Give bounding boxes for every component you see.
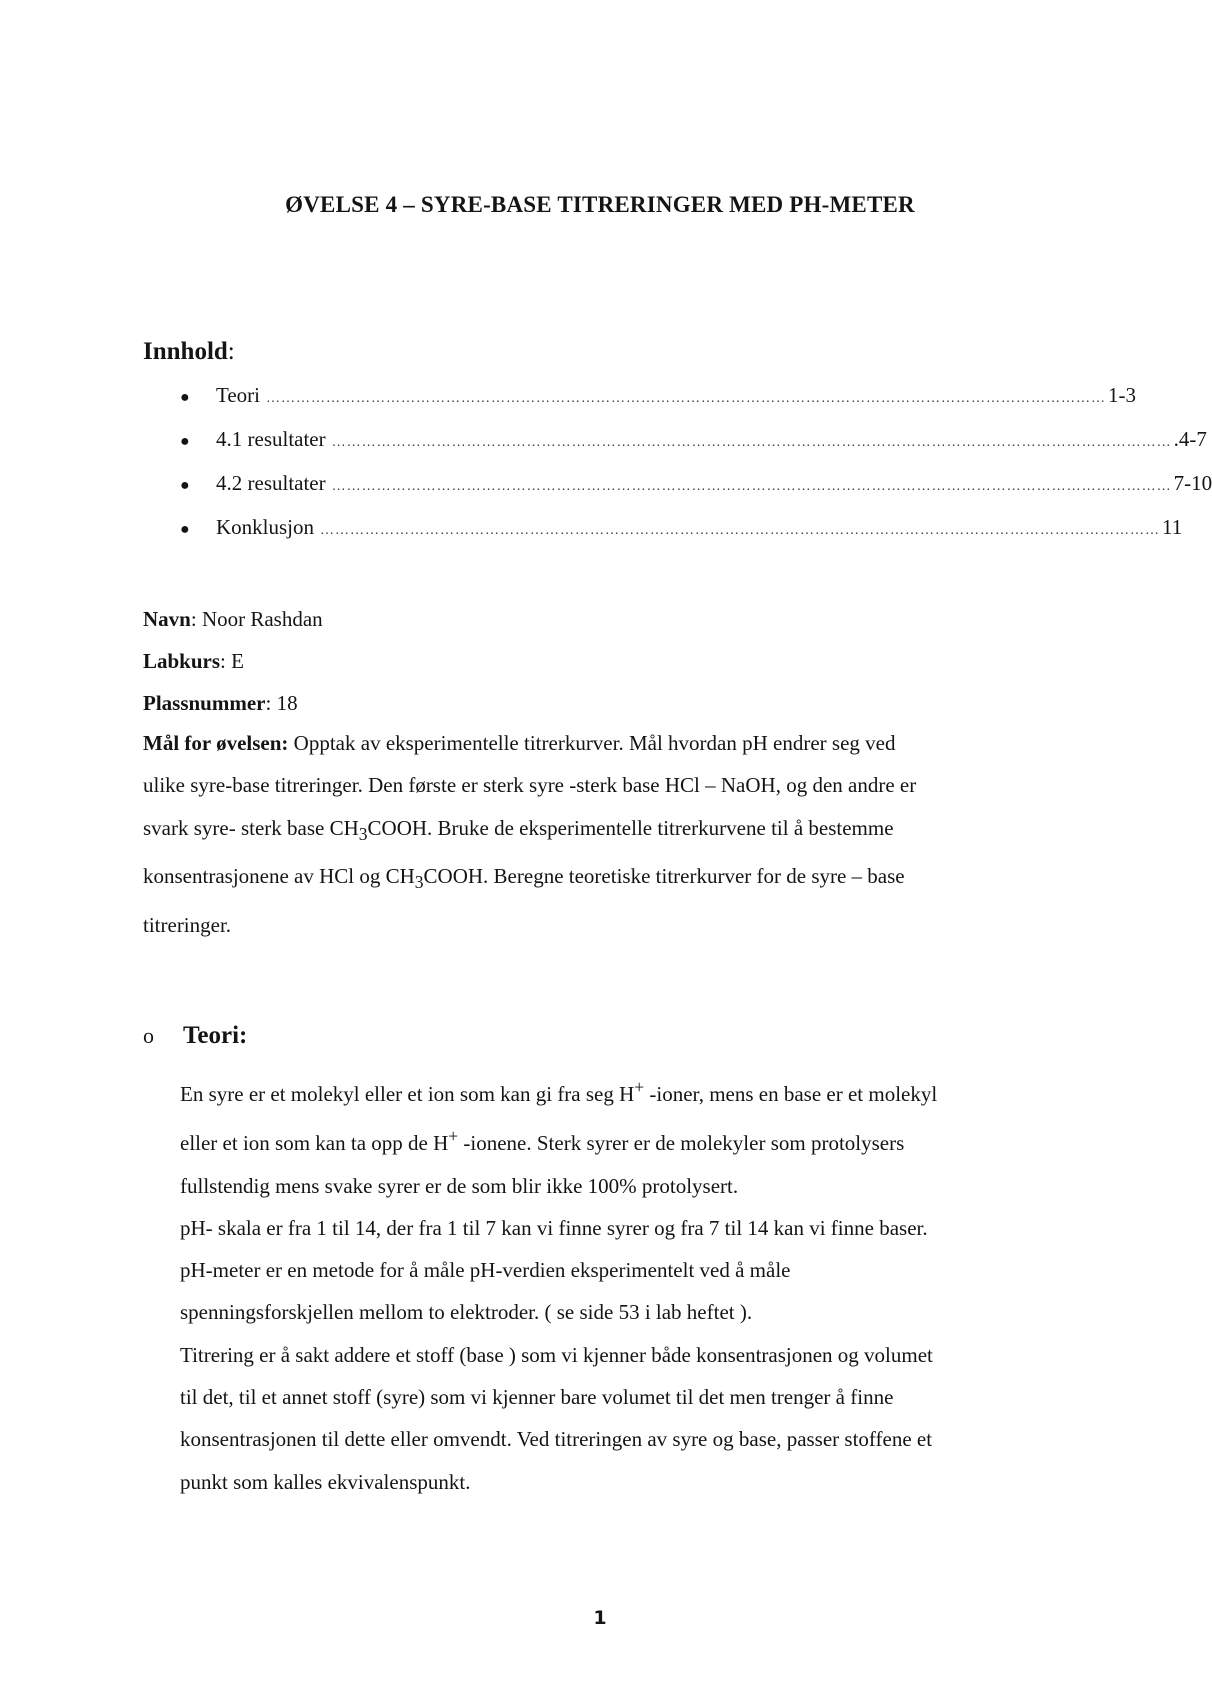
teori-text: En syre er et molekyl eller et ion som kan gi fra seg H bbox=[180, 1082, 635, 1106]
teori-line-8: til det, til et annet stoff (syre) som vi kjenner bare volumet til det men trenger å finne bbox=[180, 1385, 894, 1410]
toc-item-teori bbox=[180, 383, 1137, 427]
teori-line-6: spenningsforskjellen mellom to elektroder. ( se side 53 i lab heftet ). bbox=[180, 1300, 753, 1325]
subscript: 3 bbox=[358, 824, 368, 844]
bullet-icon: ● bbox=[180, 433, 190, 450]
goal-line-4 bbox=[143, 855, 1063, 904]
bullet-icon: ● bbox=[180, 477, 190, 494]
teori-heading-text: Teori: bbox=[183, 1022, 248, 1049]
seat-label: Plassnummer bbox=[143, 691, 266, 715]
toc-item-pages: 11 bbox=[1162, 515, 1183, 539]
teori-line-4: pH- skala er fra 1 til 14, der fra 1 til 7 kan vi finne syrer og fra 7 til 14 kan vi finne baser. bbox=[180, 1215, 928, 1240]
toc-item-label: 4.2 resultater bbox=[216, 471, 326, 495]
teori-line-1 bbox=[180, 1066, 1080, 1115]
toc-heading bbox=[143, 338, 235, 366]
toc-leader-dots: …………………………………………………………………………………………………………………………………………………… bbox=[266, 391, 1107, 406]
goal-label: Mål for øvelsen: bbox=[143, 731, 289, 755]
course-line bbox=[143, 640, 1063, 682]
teori-line-3: fullstendig mens svake syrer er de som blir ikke 100% protolysert. bbox=[180, 1173, 739, 1198]
teori-text: eller et ion som kan ta opp de H bbox=[180, 1131, 449, 1156]
teori-line-10: punkt som kalles ekvivalenspunkt. bbox=[180, 1469, 471, 1494]
goal-text: konsentrasjonene av HCl og CH bbox=[143, 864, 415, 889]
superscript: + bbox=[634, 1077, 645, 1097]
toc-item-label: Teori bbox=[216, 383, 261, 407]
goal-line-5: titreringer. bbox=[143, 913, 232, 937]
teori-line-2 bbox=[180, 1115, 1080, 1164]
teori-text: -ioner, mens en base er et molekyl bbox=[644, 1082, 938, 1106]
goal-line-1 bbox=[143, 722, 1063, 764]
teori-line-9: konsentrasjonen til dette eller omvendt. Ved titreringen av syre og base, passer stoffene et bbox=[180, 1427, 933, 1452]
teori-line-7: Titrering er å sakt addere et stoff (base ) som vi kjenner både konsentrasjonen og volumet bbox=[180, 1342, 933, 1367]
course-value: : E bbox=[220, 649, 244, 673]
goal-paragraph bbox=[143, 722, 1063, 946]
name-label: Navn bbox=[143, 607, 191, 631]
toc-item-pages: .4-7 bbox=[1173, 427, 1207, 451]
toc-heading-text: Innhold bbox=[143, 338, 228, 365]
student-info bbox=[143, 598, 1063, 724]
teori-line-5: pH-meter er en metode for å måle pH-verdien eksperimentelt ved å måle bbox=[180, 1258, 791, 1283]
bullet-icon: ● bbox=[180, 389, 190, 406]
teori-text: -ionene. Sterk syrer er de molekyler som protolysers bbox=[458, 1131, 905, 1156]
teori-heading bbox=[143, 1022, 247, 1050]
name-value: : Noor Rashdan bbox=[190, 607, 323, 631]
page-number: 1 bbox=[593, 1607, 607, 1629]
document-title: ØVELSE 4 – SYRE-BASE TITRERINGER MED PH-METER bbox=[285, 192, 915, 217]
goal-line-3 bbox=[143, 807, 1063, 856]
toc-item-label: 4.1 resultater bbox=[216, 427, 326, 451]
toc-item-4-1-resultater bbox=[180, 427, 1207, 471]
toc-leader-dots: …………………………………………………………………………………………………………………………………………………… bbox=[331, 479, 1172, 494]
course-label: Labkurs bbox=[143, 649, 221, 673]
goal-text: svark syre- sterk base CH bbox=[143, 815, 359, 840]
name-line bbox=[143, 598, 1063, 640]
goal-line-2: ulike syre-base titreringer. Den første er sterk syre -sterk base HCl – NaOH, og den andre er bbox=[143, 773, 917, 798]
toc-item-4-2-resultater bbox=[180, 471, 1212, 515]
toc-leader-dots: …………………………………………………………………………………………………………………………………………………… bbox=[320, 523, 1161, 538]
table-of-contents bbox=[180, 383, 1212, 559]
circle-bullet-icon: o bbox=[143, 1023, 154, 1048]
goal-text: COOH. Bruke de eksperimentelle titrerkurvene til å bestemme bbox=[367, 815, 894, 840]
teori-paragraph bbox=[180, 1066, 1080, 1503]
toc-item-pages: 7-10 bbox=[1173, 471, 1212, 495]
toc-item-label: Konklusjon bbox=[216, 515, 315, 539]
toc-item-konklusjon bbox=[180, 515, 1183, 559]
seat-value: : 18 bbox=[265, 691, 298, 715]
toc-heading-colon: : bbox=[227, 338, 235, 365]
subscript: 3 bbox=[414, 872, 424, 893]
goal-text: Opptak av eksperimentelle titrerkurver. Mål hvordan pH endrer seg ved bbox=[288, 731, 896, 755]
toc-item-pages: 1-3 bbox=[1108, 383, 1137, 407]
seat-line bbox=[143, 682, 1063, 724]
toc-leader-dots: …………………………………………………………………………………………………………………………………………………… bbox=[331, 435, 1172, 450]
goal-text: COOH. Beregne teoretiske titrerkurver for de syre – base bbox=[423, 864, 905, 889]
superscript: + bbox=[448, 1126, 459, 1147]
bullet-icon: ● bbox=[180, 521, 190, 538]
